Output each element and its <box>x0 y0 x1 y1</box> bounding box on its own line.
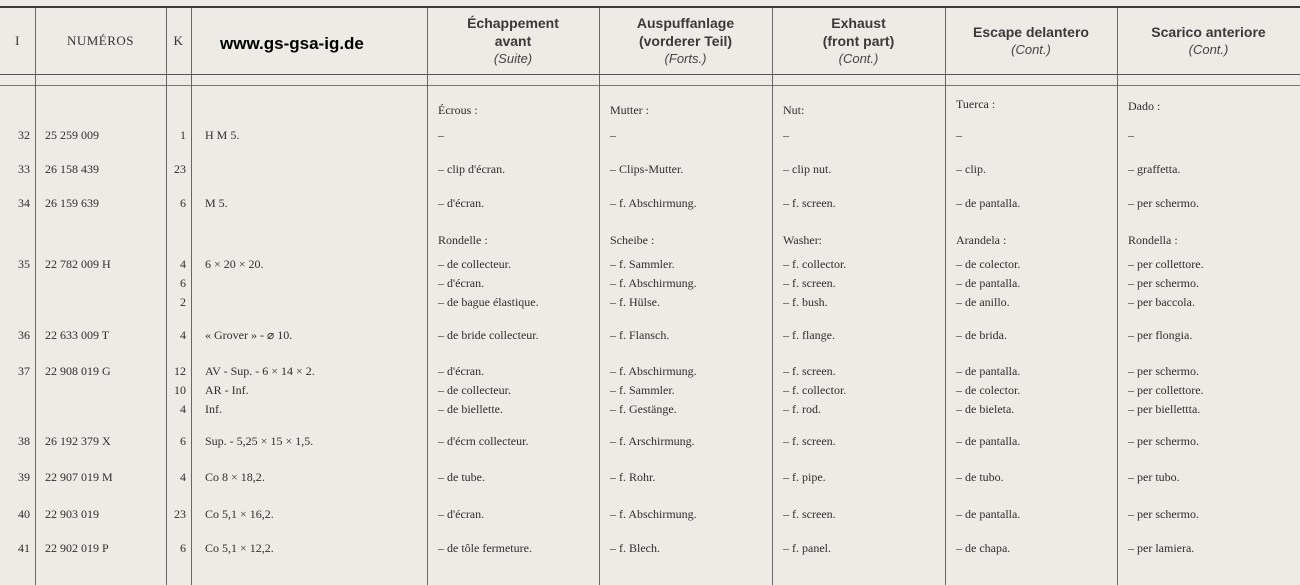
header-german-title2: (vorderer Teil) <box>638 33 733 49</box>
cell-fr: – de collecteur. <box>438 383 511 397</box>
cell-k: 23 <box>174 162 186 176</box>
cell-en: – f. screen. <box>783 196 836 210</box>
cell-fr: – de tube. <box>438 470 485 484</box>
cell-it: – per tubo. <box>1128 470 1180 484</box>
column-divider <box>35 8 36 585</box>
cell-en: – f. collector. <box>783 383 847 397</box>
cell-fr: – de biellette. <box>438 402 503 416</box>
cell-es: – <box>956 128 962 142</box>
cell-k: 4 <box>180 402 186 416</box>
header-german-title: Auspuffanlage <box>636 15 735 31</box>
cell-idx: 38 <box>18 434 30 448</box>
cell-fr: – d'écran. <box>438 276 485 290</box>
cell-es: – de tubo. <box>956 470 1004 484</box>
cell-de: – f. Flansch. <box>610 328 670 342</box>
cell-de: – f. Gestänge. <box>610 402 677 416</box>
cell-de: – f. Abschirmung. <box>610 507 697 521</box>
cell-de: – f. Abschirmung. <box>610 196 697 210</box>
cell-fr: – de bride collecteur. <box>438 328 539 342</box>
cell-en: – f. pipe. <box>783 470 826 484</box>
watermark-url: www.gs-gsa-ig.de <box>220 34 364 53</box>
cell-en: – f. panel. <box>783 541 831 555</box>
cell-de: – f. Sammler. <box>610 257 675 271</box>
cell-es: – de colector. <box>956 257 1021 271</box>
cell-en: – f. screen. <box>783 276 836 290</box>
cell-it: – per baccola. <box>1128 295 1195 309</box>
cell-num: 22 908 019 G <box>45 364 111 378</box>
cell-fr: – d'écran. <box>438 364 485 378</box>
cell-de: – <box>610 128 616 142</box>
column-divider <box>1117 8 1118 585</box>
cell-en: – f. bush. <box>783 295 828 309</box>
cell-en: – f. collector. <box>783 257 847 271</box>
cell-fr: – <box>438 128 444 142</box>
cell-es: – de anillo. <box>956 295 1010 309</box>
group-label-de: Mutter : <box>610 103 649 117</box>
cell-desc: AR - Inf. <box>205 383 249 397</box>
cell-fr: – de tôle fermeture. <box>438 541 532 555</box>
cell-desc: 6 × 20 × 20. <box>205 257 264 271</box>
group-label-fr: Rondelle : <box>438 233 488 247</box>
cell-idx: 33 <box>18 162 30 176</box>
header-k <box>166 8 191 74</box>
header-german-sub: (Forts.) <box>664 51 707 66</box>
group-label-fr: Écrous : <box>438 103 478 117</box>
cell-desc: Co 8 × 18,2. <box>205 470 265 484</box>
cell-k: 12 <box>174 364 186 378</box>
cell-idx: 34 <box>18 196 30 210</box>
header-index <box>0 8 35 74</box>
cell-it: – per biellettta. <box>1128 402 1201 416</box>
cell-desc: Co 5,1 × 16,2. <box>205 507 274 521</box>
cell-es: – de pantalla. <box>956 364 1021 378</box>
cell-de: – f. Rohr. <box>610 470 656 484</box>
cell-es: – de pantalla. <box>956 507 1021 521</box>
cell-it: – per schermo. <box>1128 507 1199 521</box>
header-french-sub: (Suite) <box>493 51 533 66</box>
cell-de: – f. Abschirmung. <box>610 276 697 290</box>
group-label-de: Scheibe : <box>610 233 655 247</box>
cell-desc: AV - Sup. - 6 × 14 × 2. <box>205 364 315 378</box>
cell-fr: – d'écran. <box>438 507 485 521</box>
cell-fr: – d'écrn collecteur. <box>438 434 529 448</box>
cell-es: – de brida. <box>956 328 1007 342</box>
cell-it: – graffetta. <box>1128 162 1181 176</box>
column-divider <box>772 8 773 585</box>
cell-num: 22 907 019 M <box>45 470 113 484</box>
cell-es: – de colector. <box>956 383 1021 397</box>
cell-k: 2 <box>180 295 186 309</box>
cell-en: – f. screen. <box>783 507 836 521</box>
cell-desc: « Grover » - ⌀ 10. <box>205 328 293 342</box>
cell-idx: 39 <box>18 470 30 484</box>
cell-en: – <box>783 128 789 142</box>
header-german <box>599 8 772 74</box>
group-label-es: Arandela : <box>956 233 1007 247</box>
cell-idx: 35 <box>18 257 30 271</box>
cell-k: 4 <box>180 470 186 484</box>
column-divider <box>191 8 192 585</box>
cell-es: – de pantalla. <box>956 196 1021 210</box>
cell-es: – de pantalla. <box>956 276 1021 290</box>
cell-fr: – de collecteur. <box>438 257 511 271</box>
cell-it: – <box>1128 128 1134 142</box>
column-divider <box>166 8 167 585</box>
cell-it: – per collettore. <box>1128 383 1204 397</box>
cell-desc: Co 5,1 × 12,2. <box>205 541 274 555</box>
header-rule <box>0 74 1300 75</box>
header-rule-lower <box>0 85 1300 86</box>
header-english <box>772 8 945 74</box>
cell-num: 26 192 379 X <box>45 434 111 448</box>
group-label-en: Washer: <box>783 233 823 247</box>
cell-it: – per schermo. <box>1128 364 1199 378</box>
cell-it: – per schermo. <box>1128 196 1199 210</box>
cell-it: – per lamiera. <box>1128 541 1195 555</box>
cell-es: – de chapa. <box>956 541 1011 555</box>
column-divider <box>427 8 428 585</box>
cell-de: – Clips-Mutter. <box>610 162 684 176</box>
header-spanish-sub: (Cont.) <box>1011 42 1051 57</box>
cell-num: 22 902 019 P <box>45 541 109 555</box>
cell-idx: 41 <box>18 541 30 555</box>
cell-desc: M 5. <box>205 196 228 210</box>
cell-num: 26 158 439 <box>45 162 99 176</box>
column-divider <box>945 8 946 585</box>
group-label-es: Tuerca : <box>956 97 996 111</box>
cell-de: – f. Arschirmung. <box>610 434 695 448</box>
header-french-title2: avant <box>494 33 532 49</box>
cell-num: 22 782 009 H <box>45 257 111 271</box>
cell-num: 25 259 009 <box>45 128 99 142</box>
cell-desc: Inf. <box>205 402 222 416</box>
cell-fr: – d'écran. <box>438 196 485 210</box>
header-numeros-label: NUMÉROS <box>66 33 135 48</box>
header-french-title: Échappement <box>467 15 559 31</box>
cell-idx: 37 <box>18 364 30 378</box>
cell-it: – per flongia. <box>1128 328 1193 342</box>
cell-desc: H M 5. <box>205 128 240 142</box>
cell-en: – clip nut. <box>783 162 832 176</box>
header-spanish-title: Escape delantero <box>973 24 1089 40</box>
header-italian-sub: (Cont.) <box>1188 42 1229 57</box>
cell-en: – f. rod. <box>783 402 821 416</box>
header-english-sub: (Cont.) <box>838 51 879 66</box>
cell-k: 1 <box>180 128 186 142</box>
cell-k: 4 <box>180 328 186 342</box>
cell-k: 6 <box>180 196 186 210</box>
cell-idx: 32 <box>18 128 30 142</box>
cell-fr: – clip d'écran. <box>438 162 506 176</box>
cell-it: – per schermo. <box>1128 434 1199 448</box>
cell-de: – f. Blech. <box>610 541 660 555</box>
cell-it: – per schermo. <box>1128 276 1199 290</box>
cell-k: 23 <box>174 507 186 521</box>
cell-idx: 40 <box>18 507 30 521</box>
cell-en: – f. flange. <box>783 328 835 342</box>
header-italian <box>1117 8 1300 74</box>
header-k-label: K <box>173 33 184 48</box>
cell-idx: 36 <box>18 328 30 342</box>
cell-num: 26 159 639 <box>45 196 99 210</box>
cell-desc: Sup. - 5,25 × 15 × 1,5. <box>205 434 314 448</box>
header-italian-title: Scarico anteriore <box>1151 24 1266 40</box>
header-english-title2: (front part) <box>822 33 895 49</box>
header-french <box>427 8 599 74</box>
cell-de: – f. Hülse. <box>610 295 660 309</box>
cell-de: – f. Abschirmung. <box>610 364 697 378</box>
cell-it: – per collettore. <box>1128 257 1204 271</box>
cell-fr: – de bague élastique. <box>438 295 539 309</box>
cell-num: 22 633 009 T <box>45 328 110 342</box>
cell-k: 6 <box>180 541 186 555</box>
header-spanish <box>945 8 1117 74</box>
group-label-it: Dado : <box>1128 99 1161 113</box>
group-label-en: Nut: <box>783 103 805 117</box>
cell-es: – clip. <box>956 162 986 176</box>
cell-k: 6 <box>180 276 186 290</box>
header-index-label: I <box>15 33 20 48</box>
group-label-it: Rondella : <box>1128 233 1178 247</box>
header-english-title: Exhaust <box>831 15 886 31</box>
cell-es: – de pantalla. <box>956 434 1021 448</box>
cell-k: 4 <box>180 257 186 271</box>
cell-k: 6 <box>180 434 186 448</box>
cell-en: – f. screen. <box>783 364 836 378</box>
cell-de: – f. Sammler. <box>610 383 675 397</box>
cell-es: – de bieleta. <box>956 402 1015 416</box>
column-divider <box>599 8 600 585</box>
cell-en: – f. screen. <box>783 434 836 448</box>
cell-k: 10 <box>174 383 186 397</box>
header-numeros <box>35 8 166 74</box>
cell-num: 22 903 019 <box>45 507 99 521</box>
